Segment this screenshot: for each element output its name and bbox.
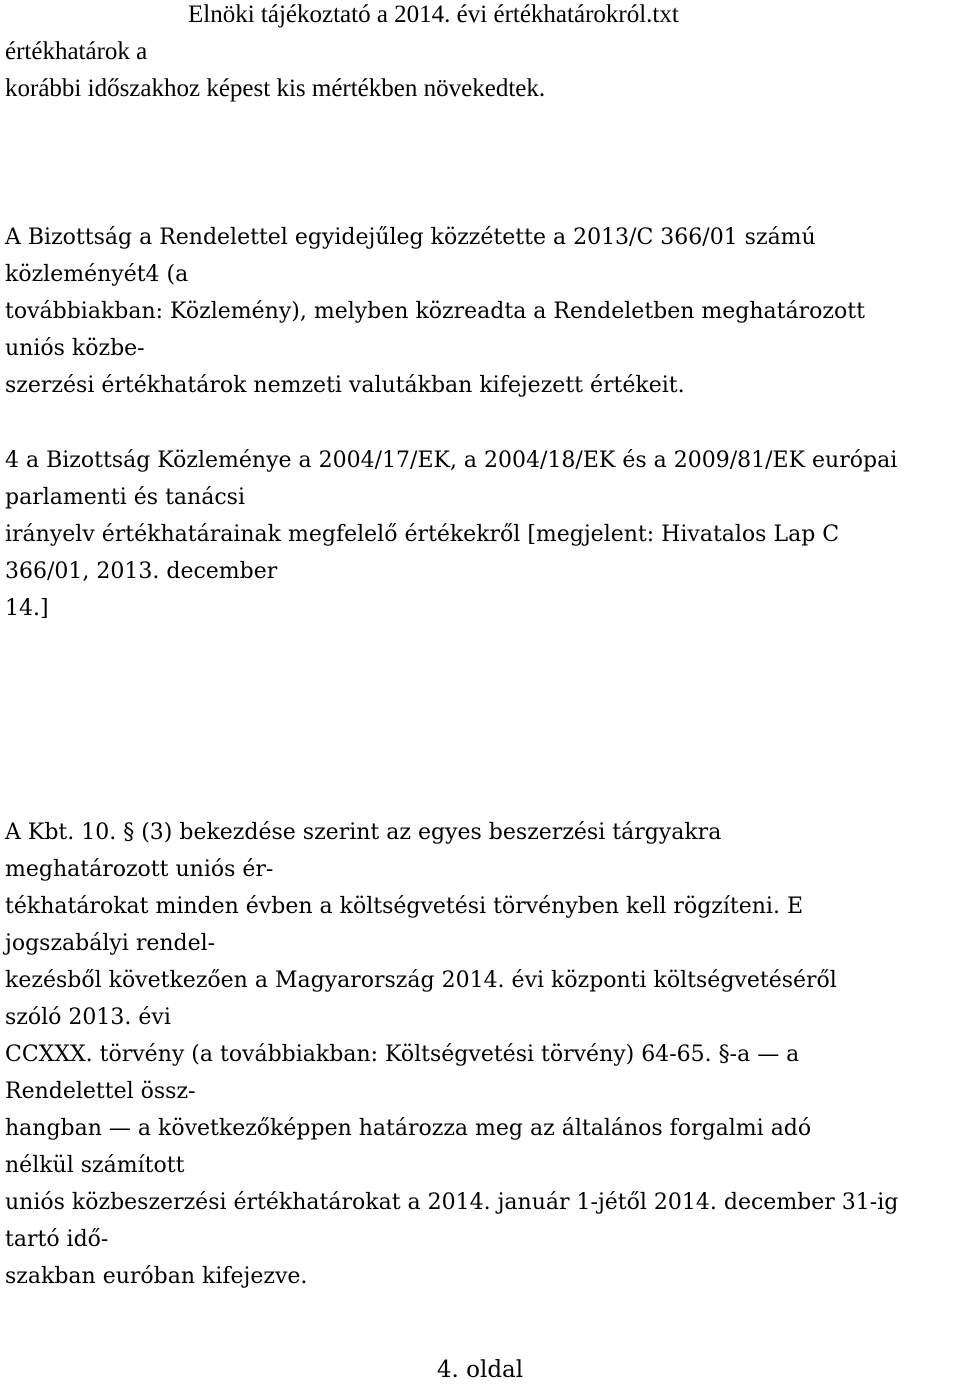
footnote-line: irányelv értékhatárainak megfelelő értékekről [megjelent: Hivatalos Lap C bbox=[5, 522, 840, 547]
text-line: továbbiakban: Közlemény), melyben közreadta a Rendeletben meghatározott bbox=[5, 299, 865, 324]
footnote-line: parlamenti és tanácsi bbox=[5, 485, 245, 510]
page-number: 4. oldal bbox=[436, 1357, 524, 1383]
text-line: Rendelettel össz- bbox=[5, 1079, 196, 1104]
text-line: szóló 2013. évi bbox=[5, 1005, 171, 1030]
text-line: meghatározott uniós ér- bbox=[5, 857, 274, 882]
text-line: nélkül számított bbox=[5, 1153, 185, 1178]
text-line: korábbi időszakhoz képest kis mértékben növekedtek. bbox=[5, 75, 546, 102]
text-line: kezésből következően a Magyarország 2014. évi központi költségvetéséről bbox=[5, 968, 837, 993]
footnote-line: 14.] bbox=[5, 596, 49, 621]
text-line: tartó idő- bbox=[5, 1227, 109, 1252]
text-line: értékhatárok a bbox=[5, 38, 148, 65]
text-line: A Bizottság a Rendelettel egyidejűleg közzétette a 2013/C 366/01 számú bbox=[5, 225, 816, 250]
footnote-line: 4 a Bizottság Közleménye a 2004/17/EK, a 2004/18/EK és a 2009/81/EK európai bbox=[5, 448, 898, 473]
text-line: szakban euróban kifejezve. bbox=[5, 1264, 308, 1289]
text-line: uniós közbeszerzési értékhatárokat a 2014. január 1-jétől 2014. december 31-ig bbox=[5, 1190, 899, 1215]
header-title: Elnöki tájékoztató a 2014. évi értékhatárokról.txt bbox=[188, 1, 679, 28]
text-line: hangban — a következőképpen határozza meg az általános forgalmi adó bbox=[5, 1116, 812, 1141]
text-line: szerzési értékhatárok nemzeti valutákban kifejezett értékeit. bbox=[5, 373, 685, 398]
text-line: A Kbt. 10. § (3) bekezdése szerint az egyes beszerzési tárgyakra bbox=[5, 820, 722, 845]
footnote-line: 366/01, 2013. december bbox=[5, 559, 278, 584]
text-line: közleményét4 (a bbox=[5, 262, 189, 287]
text-line: tékhatárokat minden évben a költségvetési törvényben kell rögzíteni. E bbox=[5, 894, 804, 919]
text-line: CCXXX. törvény (a továbbiakban: Költségvetési törvény) 64-65. §-a — a bbox=[5, 1042, 800, 1067]
text-line: uniós közbe- bbox=[5, 336, 145, 361]
text-line: jogszabályi rendel- bbox=[5, 931, 216, 956]
